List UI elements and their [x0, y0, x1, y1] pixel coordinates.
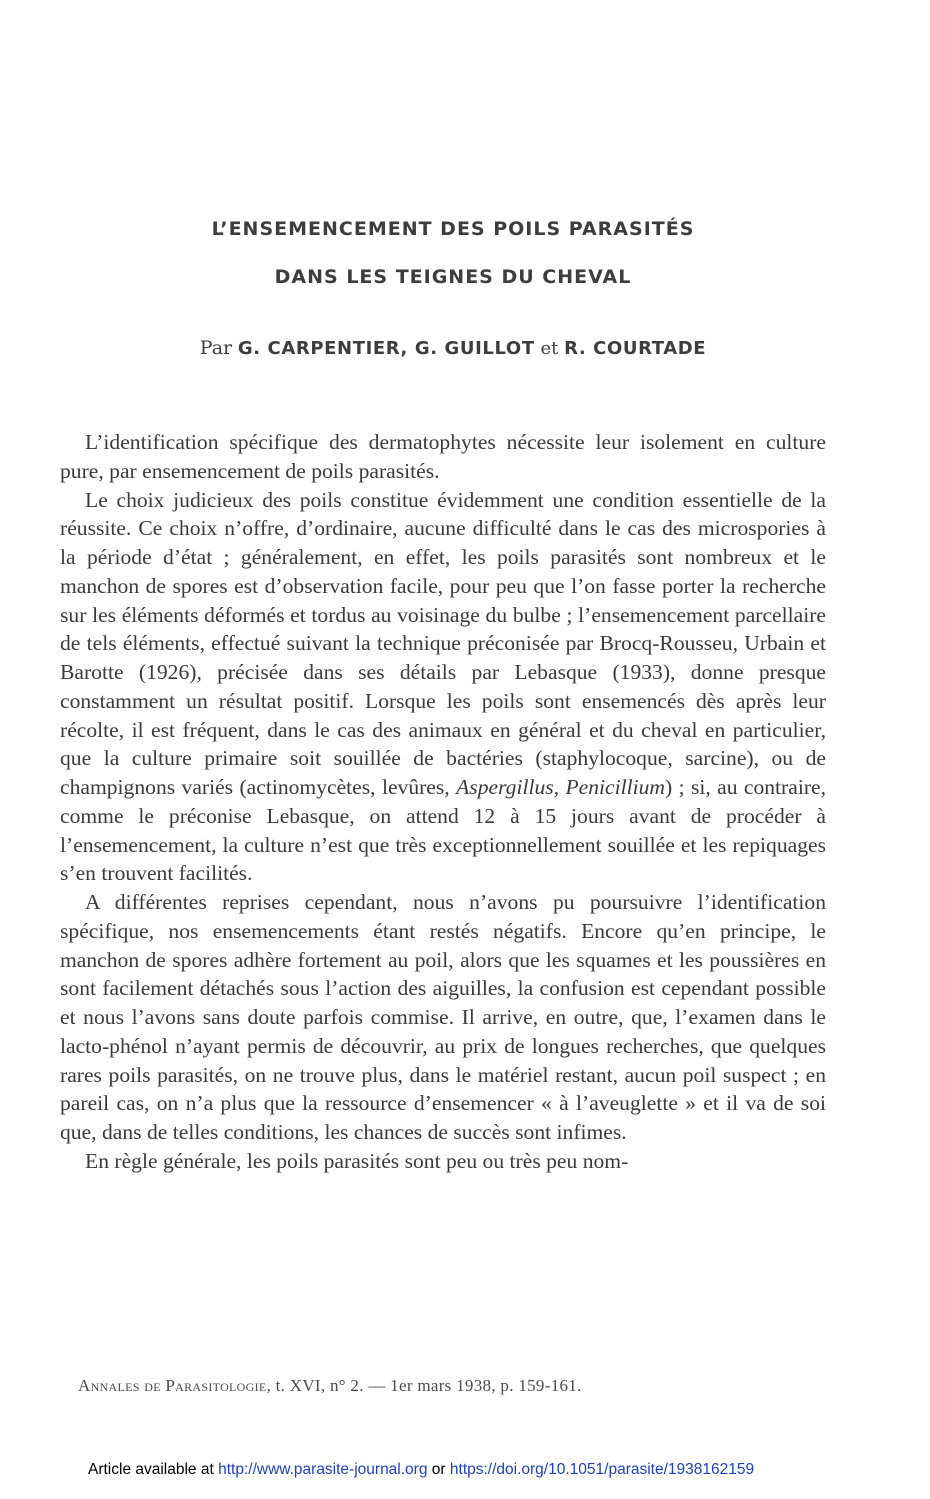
- paragraph-2-species: Aspergillus, Penicillium: [456, 775, 665, 799]
- article-availability: [88, 1461, 754, 1479]
- authors-names-1: G. CARPENTIER, G. GUILLOT: [237, 338, 535, 359]
- availability-or: or: [431, 1461, 446, 1478]
- doi-link[interactable]: https://doi.org/10.1051/parasite/1938162159: [449, 1461, 755, 1478]
- journal-citation: [78, 1376, 778, 1396]
- paragraph-2-text-a: Le choix judicieux des poils constitue évidemment une condition essentielle de la réussite. Ce choix n’offre, d’ordinaire, aucune difficulté dans le cas des microspories à la période d’état ; généralement, en effet, les poils parasités sont nombreux et le manchon de spores est d’observation facile, pour peu que l’on fasse porter la recherche sur les éléments déformés et tordus au voisinage du bulbe ; l’ensemencement parcellaire de tels éléments, effectué suivant la technique préconisée par Brocq-Rousseu, Urbain et Barotte (1926), précisée dans ses détails par Lebasque (1933), donne presque constamment un résultat positif. Lorsque les poils sont ensemencés dès après leur récolte, il est fréquent, dans le cas des animaux en général et du cheval en particulier, que la culture primaire soit souillée de bactéries (staphylocoque, sarcine), ou de champignons variés (actinomycètes, levûres,: [60, 487, 826, 799]
- availability-prefix: Article available at: [88, 1461, 214, 1478]
- paragraph-1: L’identification spécifique des dermatophytes nécessite leur isolement en culture pure, par ensemencement de poils parasités.: [60, 430, 826, 483]
- paragraph-3: A différentes reprises cependant, nous n’avons pu poursuivre l’identification spécifique, nos ensemencements étant restés négatifs. Encore qu’en principe, le manchon de spores adhère fortement au poil, alors que les squames et les poussières en sont facilement détachés sous l’action des aiguilles, la confusion est cependant possible et nous l’avons sans doute parfois commise. Il arrive, en outre, que, l’examen dans le lacto-phénol n’ayant permis de découvrir, au prix de longues recherches, que quelques rares poils parasités, on ne trouve plus, dans le matériel restant, aucun poil suspect ; en pareil cas, on n’a plus que la ressource d’ensemencer « à l’aveuglette » et il va de soi que, dans de telles conditions, les chances de succès sont infimes.: [60, 890, 826, 1144]
- authors-prefix: Par: [199, 337, 233, 359]
- journal-link[interactable]: http://www.parasite-journal.org: [218, 1461, 428, 1478]
- authors-names-2: R. COURTADE: [564, 338, 707, 359]
- author-line: [0, 337, 918, 359]
- journal-name: Annales de Parasitologie: [78, 1376, 267, 1395]
- paragraph-2: [60, 486, 826, 889]
- paragraph-2-text-b: ) ; si, au contraire, comme le préconise Lebasque, on attend 12 à 15 jours avant de procéder à l’ensemencement, la culture n’est que très exceptionnellement souillée et les repiquages s’en trouvent facilités.: [60, 775, 827, 886]
- paragraph-4: En règle générale, les poils parasités sont peu ou très peu nom-: [85, 1148, 629, 1173]
- authors-conjunction: et: [540, 338, 559, 359]
- article-body: [60, 428, 826, 1176]
- article-title-line-1: L’ENSEMENCEMENT DES POILS PARASITÉS: [211, 218, 695, 240]
- article-title-line-2: DANS LES TEIGNES DU CHEVAL: [274, 266, 632, 288]
- citation-details: , t. XVI, n° 2. — 1er mars 1938, p. 159-161.: [266, 1376, 582, 1395]
